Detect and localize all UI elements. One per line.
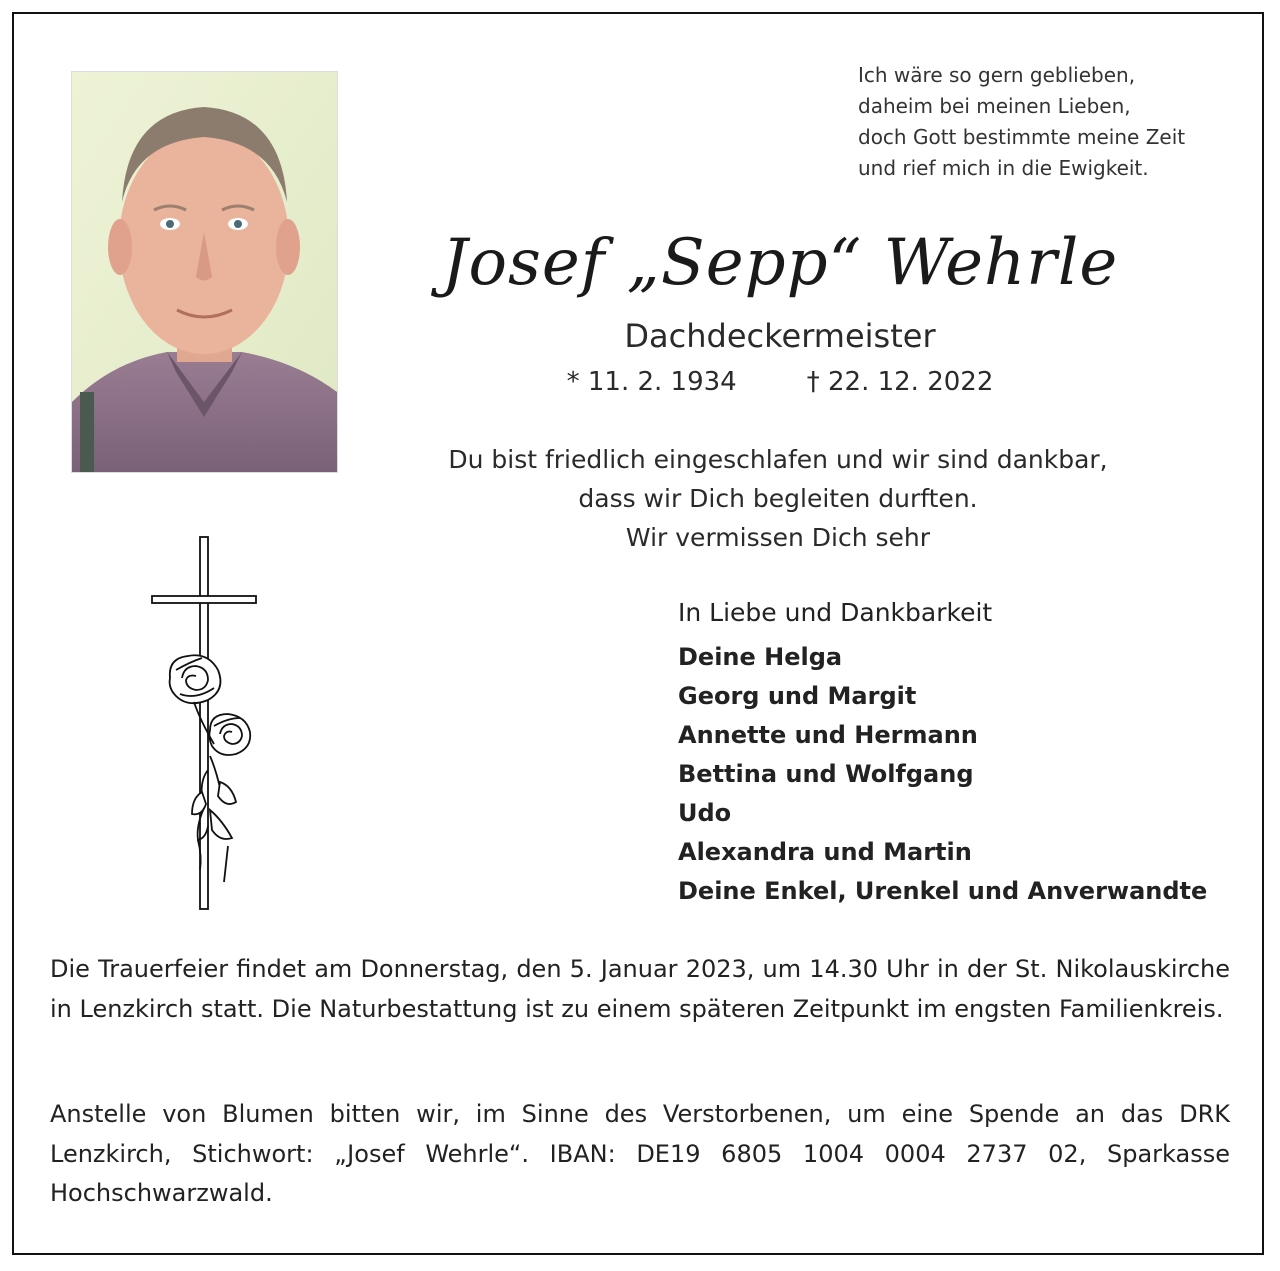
funeral-info: Die Trauerfeier findet am Donnerstag, den 5. Januar 2023, um 14.30 Uhr in der St. Nikolauskirche in Lenzkirch statt. Die Naturbestattung ist zu einem späteren Zeitpunkt im engsten Familienkreis. (50, 955, 1230, 1023)
family-member: Annette und Hermann (678, 721, 978, 749)
poem-line: und rief mich in die Ewigkeit. (858, 156, 1149, 180)
message-line: Du bist friedlich eingeschlafen und wir sind dankbar, (448, 445, 1108, 474)
family-member: Deine Helga (678, 643, 843, 671)
death-date: † 22. 12. 2022 (806, 367, 994, 397)
family-member: Georg und Margit (678, 682, 917, 710)
poem (858, 60, 1238, 184)
message-line: Wir vermissen Dich sehr (625, 523, 931, 552)
deceased-profession: Dachdeckermeister (624, 317, 936, 355)
family-member: Alexandra und Martin (678, 838, 972, 866)
cross-with-roses-icon (140, 530, 270, 915)
birth-date: * 11. 2. 1934 (566, 367, 737, 397)
family-member: Udo (678, 799, 732, 827)
rose-icon (209, 714, 250, 755)
portrait-photo (72, 72, 337, 472)
family-intro: In Liebe und Dankbarkeit (678, 598, 993, 627)
portrait-illustration (72, 72, 337, 472)
poem-line: Ich wäre so gern geblieben, (858, 63, 1136, 87)
poem-line: doch Gott bestimmte meine Zeit (858, 125, 1186, 149)
deceased-name: Josef „Sepp“ Wehrle (441, 226, 1119, 300)
donation-info: Anstelle von Blumen bitten wir, im Sinne des Verstorbenen, um eine Spende an das DRK Lenzkirch, Stichwort: „Josef Wehrle“. IBAN: DE19 6805 1004 0004 2737 02, Sparkasse Hochschwarzwald. (50, 1100, 1230, 1207)
message-line: dass wir Dich begleiten durften. (578, 484, 978, 513)
poem-line: daheim bei meinen Lieben, (858, 94, 1131, 118)
family-member: Bettina und Wolfgang (678, 760, 974, 788)
life-dates (340, 362, 1220, 402)
rose-icon (170, 655, 221, 703)
farewell-message (340, 440, 1216, 557)
family-signature (678, 594, 1238, 911)
family-member: Deine Enkel, Urenkel und Anverwandte (678, 877, 1208, 905)
